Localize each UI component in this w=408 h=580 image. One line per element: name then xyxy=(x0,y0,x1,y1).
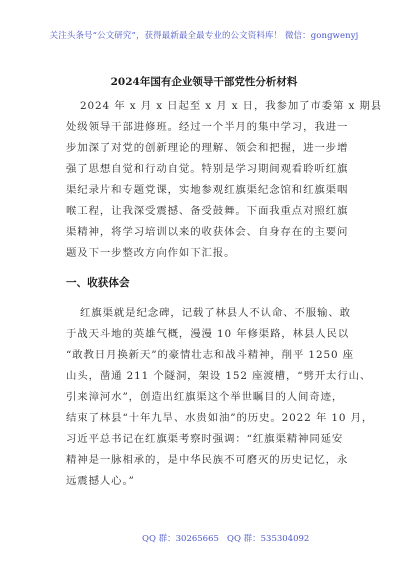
intro-line-5: 渠纪录片和专题党课，实地参观红旗渠纪念馆和红旗渠咽 xyxy=(66,184,349,196)
section-heading: 一、收获体会 xyxy=(66,277,130,289)
intro-line-7: 渠精神，将学习培训以来的收获体会、自身存在的主要问 xyxy=(66,226,349,238)
section1-line-9: 远震撼人心。” xyxy=(66,475,135,487)
document-title: 2024年国有企业领导干部党性分析材料 xyxy=(110,76,298,88)
qq-group-left: QQ 群：30265665 xyxy=(142,534,219,544)
section1-line-8: 精神是一脉相承的，是中华民族不可磨灭的历史记忆，永 xyxy=(66,454,349,466)
intro-line-8: 题及下一步整改方向作如下汇报。 xyxy=(66,247,236,259)
section1-line-1: 红旗渠就是纪念碑，记载了林县人不认命、不服输、敢 xyxy=(80,307,351,319)
section1-line-4: 山头，凿通 211 个隧洞，架设 152 座渡槽，“劈开太行山、 xyxy=(66,370,372,382)
section1-line-6: 结束了林县“十年九旱、水贵如油”的历史。2022 年 10 月， xyxy=(66,412,374,424)
section1-line-5: 引来漳河水”，创造出红旗渠这个举世瞩目的人间奇迹， xyxy=(66,391,344,403)
intro-line-2: 处级领导干部进修班。经过一个半月的集中学习，我进一 xyxy=(66,121,349,133)
section1-line-2: 于战天斗地的英雄气概，漫漫 10 年修渠路，林县人民以 xyxy=(66,328,350,340)
intro-line-6: 喉工程，让我深受震撼、备受鼓舞。下面我重点对照红旗 xyxy=(66,205,349,217)
header-banner: 关注头条号“公文研究”，获得最新最全最专业的公文资料库！ 微信：gongwenyj xyxy=(49,31,359,41)
intro-line-1: 2024 年 x 月 x 日起至 x 月 x 日，我参加了市委第 x 期县 xyxy=(80,100,383,112)
intro-line-4: 强了思想自觉和行动自觉。特别是学习期间观看聆听红旗 xyxy=(66,163,349,175)
intro-line-3: 步加深了对党的创新理论的理解、领会和把握，进一步增 xyxy=(66,142,349,154)
section1-line-3: “敢教日月换新天”的豪情壮志和战斗精神，削平 1250 座 xyxy=(66,349,354,361)
section1-line-7: 习近平总书记在红旗渠考察时强调：“红旗渠精神同延安 xyxy=(66,433,344,445)
qq-group-right: QQ 群：535304092 xyxy=(227,534,310,544)
